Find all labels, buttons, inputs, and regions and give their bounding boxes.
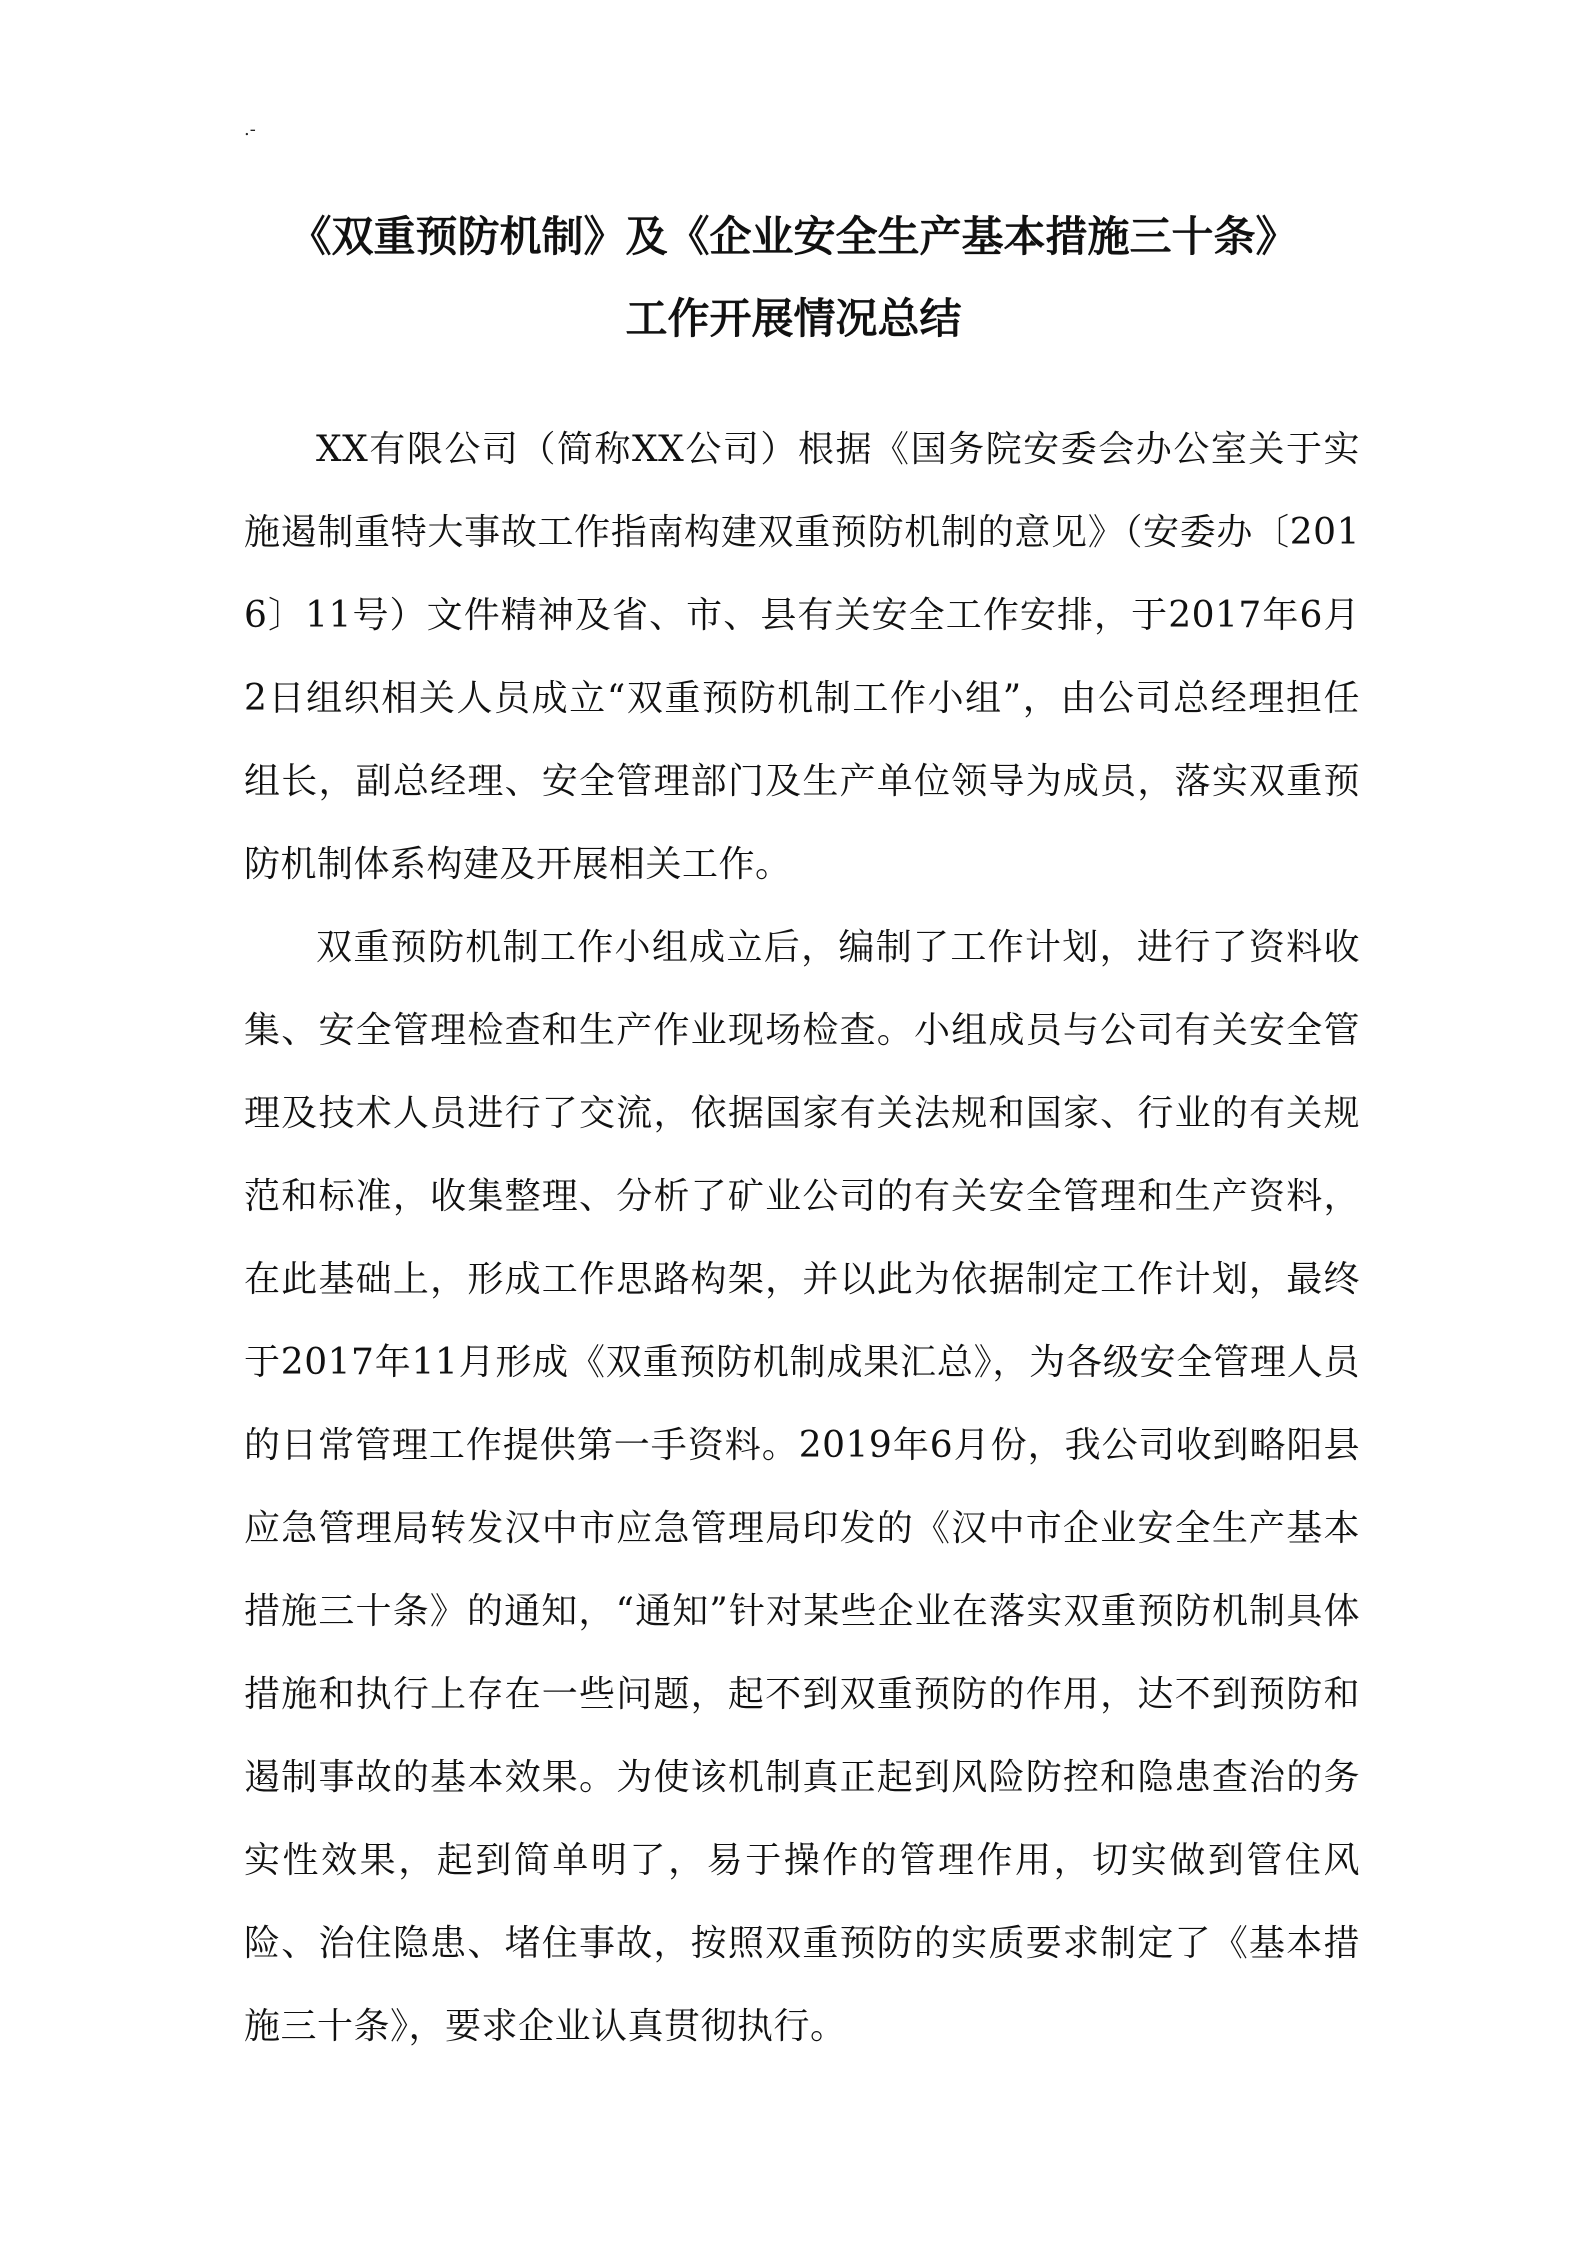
document-body: [244, 408, 1360, 2068]
paragraph-1: XX有限公司（简称XX公司）根据《国务院安委会办公室关于实施遏制重特大事故工作指南构建双重预防机制的意见》（安委办〔2016〕11号）文件精神及省、市、县有关安全工作安排，于2017年6月2日组织相关人员成立“双重预防机制工作小组”，由公司总经理担任组长，副总经理、安全管理部门及生产单位领导为成员，落实双重预防机制体系构建及开展相关工作。: [244, 429, 1360, 885]
document-title-line-1: 《双重预防机制》及《企业安全生产基本措施三十条》: [289, 212, 1298, 261]
header-mark: .-: [244, 119, 256, 140]
paragraph-2: 双重预防机制工作小组成立后，编制了工作计划，进行了资料收集、安全管理检查和生产作业现场检查。小组成员与公司有关安全管理及技术人员进行了交流，依据国家有关法规和国家、行业的有关规范和标准，收集整理、分析了矿业公司的有关安全管理和生产资料，在此基础上，形成工作思路构架，并以此为依据制定工作计划，最终于2017年11月形成《双重预防机制成果汇总》，为各级安全管理人员的日常管理工作提供第一手资料。2019年6月份，我公司收到略阳县应急管理局转发汉中市应急管理局印发的《汉中市企业安全生产基本措施三十条》的通知，“通知”针对某些企业在落实双重预防机制具体措施和执行上存在一些问题，起不到双重预防的作用，达不到预防和遏制事故的基本效果。为使该机制真正起到风险防控和隐患查治的务实性效果，起到简单明了，易于操作的管理作用，切实做到管住风险、治住隐患、堵住事故，按照双重预防的实质要求制定了《基本措施三十条》，要求企业认真贯彻执行。: [244, 927, 1360, 2047]
document-title-line-2: 工作开展情况总结: [625, 294, 962, 343]
